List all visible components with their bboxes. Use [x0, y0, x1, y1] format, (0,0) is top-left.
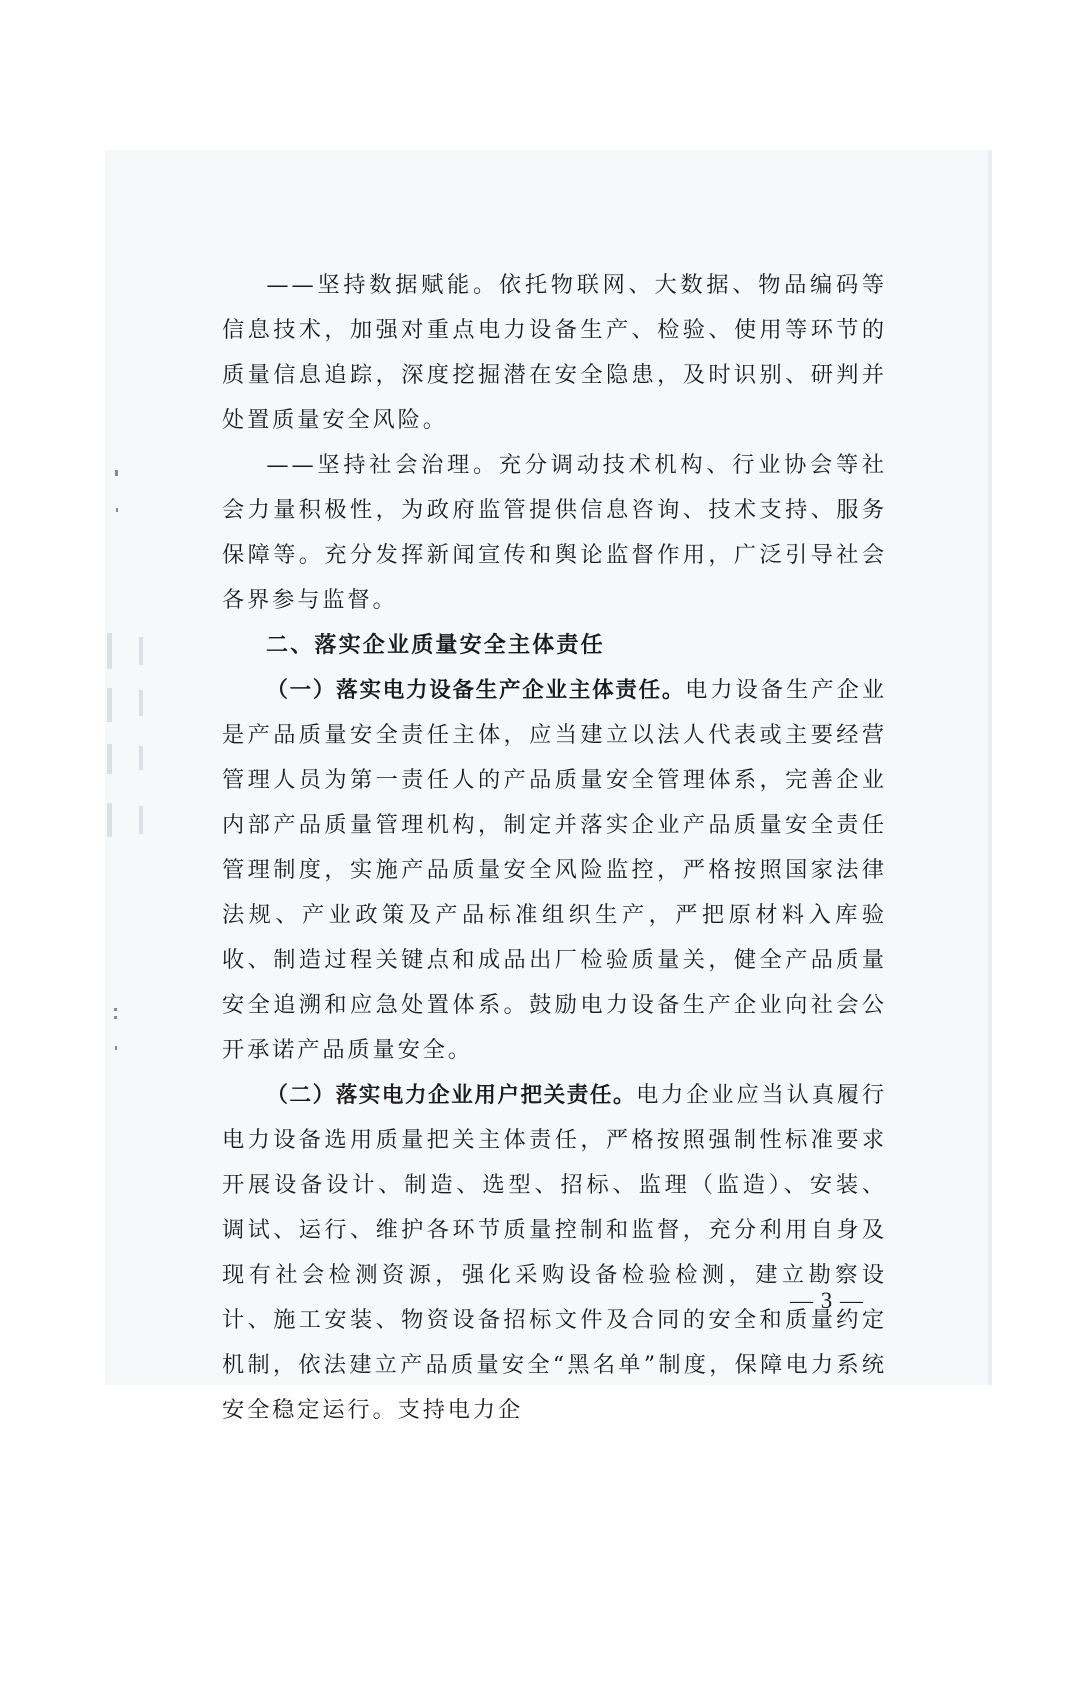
scan-speck [115, 470, 118, 476]
section-heading: 二、落实企业质量安全主体责任 [266, 633, 605, 658]
page-edge [988, 150, 992, 1385]
scan-shadow [139, 637, 143, 665]
document-body [222, 263, 887, 1433]
item-lead: （一）落实电力设备生产企业主体责任。 [266, 678, 686, 703]
scan-speck [114, 1008, 117, 1011]
scan-shadow [107, 688, 112, 722]
scan-shadow [139, 746, 143, 770]
page-number: — 3 — [790, 1288, 864, 1313]
item-body: 电力企业应当认真履行电力设备选用质量把关主体责任，严格按照强制性标准要求开展设备设计、制造、选型、招标、监理（监造）、安装、调试、运行、维护各环节质量控制和监督，充分利用自身及现有社会检测资源，强化采购设备检验检测，建立勘察设计、施工安装、物资设备招标文件及合同的安全和质量约定机制，依法建立产品质量安全“黑名单”制度，保障电力系统安全稳定运行。支持电力企 [222, 1082, 887, 1423]
item-lead: （二）落实电力企业用户把关责任。 [266, 1083, 637, 1108]
paragraph: ——坚持社会治理。充分调动技术机构、行业协会等社会力量积极性，为政府监管提供信息咨询、技术支持、服务保障等。充分发挥新闻宣传和舆论监督作用，广泛引导社会各界参与监督。 [222, 452, 887, 613]
scan-shadow [107, 744, 112, 774]
paragraph-item-2 [222, 1073, 887, 1433]
scan-speck [115, 1046, 117, 1050]
paragraph-item-1 [222, 668, 887, 1073]
paragraph: ——坚持数据赋能。依托物联网、大数据、物品编码等信息技术，加强对重点电力设备生产、检验、使用等环节的质量信息追踪，深度挖掘潜在安全隐患，及时识别、研判并处置质量安全风险。 [222, 272, 887, 433]
scan-shadow [139, 690, 143, 716]
item-body: 电力设备生产企业是产品质量安全责任主体，应当建立以法人代表或主要经营管理人员为第一责任人的产品质量安全管理体系，完善企业内部产品质量管理机构，制定并落实企业产品质量安全责任管理制度，实施产品质量安全风险监控，严格按照国家法律法规、产业政策及产品标准组织生产，严把原材料入库验收、制造过程关键点和成品出厂检验质量关，健全产品质量安全追溯和应急处置体系。鼓励电力设备生产企业向社会公开承诺产品质量安全。 [222, 677, 887, 1063]
scan-speck [114, 1016, 117, 1019]
scan-shadow [107, 633, 112, 669]
scan-shadow [107, 803, 112, 837]
scan-shadow [139, 806, 143, 834]
scan-speck [116, 508, 118, 512]
